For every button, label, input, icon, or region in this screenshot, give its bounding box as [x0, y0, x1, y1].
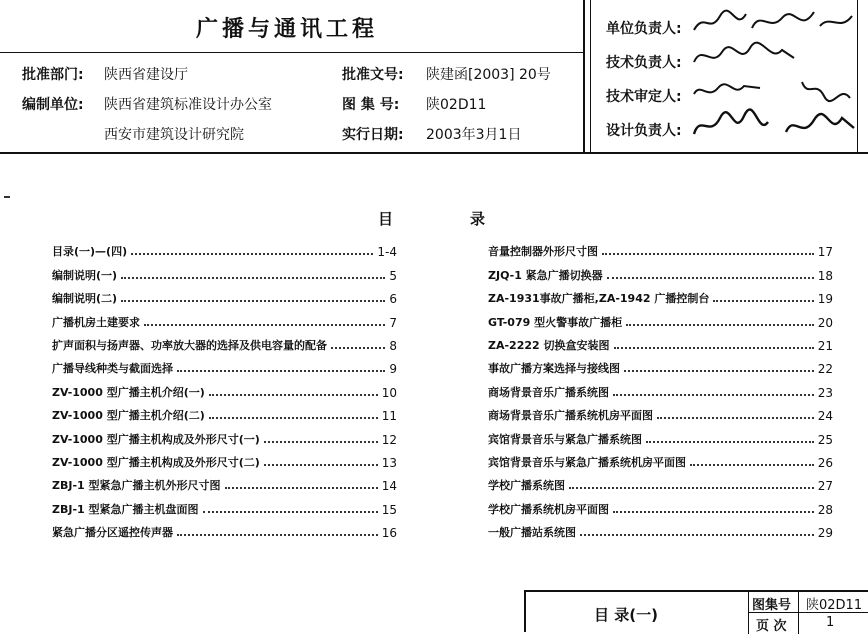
toc-entry	[488, 400, 833, 423]
page-number-label: 页 次	[756, 619, 787, 634]
toc-entry-page: 24	[817, 409, 833, 424]
toc-entry	[488, 376, 833, 399]
toc-entry	[52, 493, 397, 516]
toc-entry-title: 宾馆背景音乐与紧急广播系统机房平面图	[488, 455, 686, 469]
toc-entry-page: 8	[389, 338, 397, 353]
toc-entry-title: 商场背景音乐广播系统图	[488, 385, 609, 399]
toc-entry	[488, 353, 833, 376]
toc-entry-title: 音量控制器外形尺寸图	[488, 245, 598, 259]
effective-date: 2003年3月1日	[426, 127, 522, 143]
toc-leader-dots	[121, 300, 385, 302]
approval-doc: 陕建函[2003] 20号	[426, 67, 551, 83]
signature-label-design: 设计负责人:	[606, 123, 682, 139]
toc-leader-dots	[607, 277, 814, 279]
toc-entry	[52, 283, 397, 306]
compiled-by-label: 编制单位:	[22, 97, 84, 113]
toc-entry-title: ZBJ-1 型紧急广播主机盘面图	[52, 502, 199, 516]
title-block-divider	[748, 592, 749, 634]
toc-entry-page: 23	[817, 385, 833, 400]
toc-left-column	[52, 236, 397, 540]
toc-entry-page: 10	[381, 385, 397, 400]
toc-entry-page: 25	[817, 432, 833, 447]
atlas-no-label: 图 集 号:	[342, 97, 400, 113]
margin-mark	[4, 196, 10, 198]
toc-entry-title: 学校广播系统图	[488, 479, 565, 493]
toc-entry-page: 5	[389, 268, 397, 283]
toc-entry-page: 17	[817, 245, 833, 260]
toc-entry-title: ZV-1000 型广播主机构成及外形尺寸(二)	[52, 455, 260, 469]
toc-leader-dots	[144, 324, 385, 326]
toc-entry	[488, 470, 833, 493]
toc-entry	[488, 447, 833, 470]
toc-entry-title: ZA-1931事故广播柜,ZA-1942 广播控制台	[488, 292, 710, 306]
header-divider	[583, 0, 585, 154]
compiled-by-secondary: 西安市建筑设计研究院	[104, 127, 244, 143]
atlas-number-value: 陕02D11	[806, 598, 863, 613]
toc-entry-title: 扩声面积与扬声器、功率放大器的选择及供电容量的配备	[52, 338, 327, 352]
toc-entry-page: 18	[817, 268, 833, 283]
toc-leader-dots	[569, 487, 814, 489]
toc-entry-title: ZV-1000 型广播主机构成及外形尺寸(一)	[52, 432, 260, 446]
toc-entry	[52, 376, 397, 399]
atlas-no: 陕02D11	[426, 97, 487, 113]
toc-entry-page: 20	[817, 315, 833, 330]
toc-entry-page: 12	[381, 432, 397, 447]
toc-leader-dots	[264, 464, 378, 466]
toc-heading-right: 录	[470, 210, 486, 228]
toc-leader-dots	[713, 300, 813, 302]
toc-entry	[52, 400, 397, 423]
toc-entry-page: 16	[381, 526, 397, 541]
toc-entry	[488, 283, 833, 306]
toc-leader-dots	[614, 347, 814, 349]
toc-entry	[52, 470, 397, 493]
toc-entry	[488, 517, 833, 540]
toc-heading-left: 目	[378, 210, 394, 228]
signature-label-review: 技术审定人:	[606, 89, 682, 105]
toc-entry-title: 事故广播方案选择与接线图	[488, 362, 620, 376]
toc-leader-dots	[177, 370, 385, 372]
toc-leader-dots	[225, 487, 378, 489]
toc-entry	[488, 423, 833, 446]
toc-entry-title: 目录(一)—(四)	[52, 245, 128, 259]
toc-leader-dots	[626, 324, 814, 326]
toc-entry	[488, 330, 833, 353]
compiled-by-primary: 陕西省建筑标准设计办公室	[104, 97, 272, 113]
toc-entry-page: 13	[381, 455, 397, 470]
toc-entry-page: 11	[381, 409, 397, 424]
toc-entry-page: 14	[381, 479, 397, 494]
sheet-title: 目 录(一)	[594, 606, 658, 624]
toc-entry-title: 广播导线种类与截面选择	[52, 362, 173, 376]
toc-entry-page: 7	[389, 315, 397, 330]
toc-entry-page: 19	[817, 292, 833, 307]
toc-leader-dots	[131, 253, 373, 255]
toc-leader-dots	[203, 511, 378, 513]
toc-entry	[52, 353, 397, 376]
toc-entry-title: ZBJ-1 型紧急广播主机外形尺寸图	[52, 479, 221, 493]
toc-leader-dots	[690, 464, 814, 466]
toc-entry-title: 广播机房土建要求	[52, 315, 140, 329]
handwritten-signature-1	[690, 6, 860, 38]
toc-entry-page: 1-4	[377, 245, 397, 260]
approved-by-label: 批准部门:	[22, 67, 84, 83]
toc-entry-title: 编制说明(二)	[52, 292, 118, 306]
toc-entry	[488, 493, 833, 516]
toc-entry-title: 学校广播系统机房平面图	[488, 502, 609, 516]
toc-entry-page: 21	[817, 338, 833, 353]
signature-label-tech: 技术负责人:	[606, 55, 682, 71]
toc-leader-dots	[264, 441, 378, 443]
toc-leader-dots	[646, 441, 814, 443]
toc-entry	[52, 259, 397, 282]
toc-leader-dots	[121, 277, 385, 279]
toc-entry-title: ZV-1000 型广播主机介绍(一)	[52, 385, 205, 399]
title-underline	[0, 52, 583, 53]
toc-entry-title: 宾馆背景音乐与紧急广播系统图	[488, 432, 642, 446]
toc-leader-dots	[613, 394, 814, 396]
toc-entry	[52, 330, 397, 353]
toc-right-column	[488, 236, 833, 540]
toc-leader-dots	[177, 534, 378, 536]
handwritten-signature-4	[690, 108, 860, 148]
approved-by: 陕西省建设厅	[104, 67, 188, 83]
page-number-value: 1	[826, 615, 835, 630]
handwritten-signature-2	[690, 40, 800, 72]
document-title: 广播与通讯工程	[196, 17, 379, 42]
toc-entry-page: 9	[389, 362, 397, 377]
handwritten-signature-3	[690, 74, 860, 106]
toc-leader-dots	[209, 394, 378, 396]
toc-entry-page: 27	[817, 479, 833, 494]
toc-leader-dots	[657, 417, 814, 419]
toc-entry-title: 编制说明(一)	[52, 268, 118, 282]
toc-entry-page: 22	[817, 362, 833, 377]
toc-entry-page: 15	[381, 502, 397, 517]
toc-entry-title: ZA-2222 切换盒安装图	[488, 338, 610, 352]
toc-entry-title: 紧急广播分区遥控传声器	[52, 526, 173, 540]
effective-date-label: 实行日期:	[342, 127, 404, 143]
toc-entry-page: 28	[817, 502, 833, 517]
toc-entry-title: GT-079 型火警事故广播柜	[488, 315, 623, 329]
title-block-divider	[798, 592, 799, 634]
signature-label-unit: 单位负责人:	[606, 21, 682, 37]
header-divider-inner	[590, 0, 591, 154]
toc-leader-dots	[613, 511, 814, 513]
toc-entry	[488, 236, 833, 259]
toc-entry-title: ZJQ-1 紧急广播切换器	[488, 268, 603, 282]
toc-entry	[488, 259, 833, 282]
toc-leader-dots	[602, 253, 814, 255]
toc-leader-dots	[580, 534, 814, 536]
toc-entry-page: 29	[817, 526, 833, 541]
toc-entry	[52, 306, 397, 329]
atlas-number-label: 图集号	[752, 598, 792, 613]
toc-entry-page: 26	[817, 455, 833, 470]
toc-entry	[52, 423, 397, 446]
toc-leader-dots	[331, 347, 385, 349]
toc-entry	[52, 447, 397, 470]
toc-entry-title: ZV-1000 型广播主机介绍(二)	[52, 409, 205, 423]
approval-doc-label: 批准文号:	[342, 67, 404, 83]
toc-leader-dots	[624, 370, 814, 372]
toc-entry-title: 商场背景音乐广播系统机房平面图	[488, 409, 653, 423]
toc-leader-dots	[209, 417, 378, 419]
toc-entry	[52, 517, 397, 540]
toc-entry	[488, 306, 833, 329]
toc-entry	[52, 236, 397, 259]
title-block	[524, 590, 868, 632]
toc-entry-title: 一般广播站系统图	[488, 526, 576, 540]
toc-entry-page: 6	[389, 292, 397, 307]
